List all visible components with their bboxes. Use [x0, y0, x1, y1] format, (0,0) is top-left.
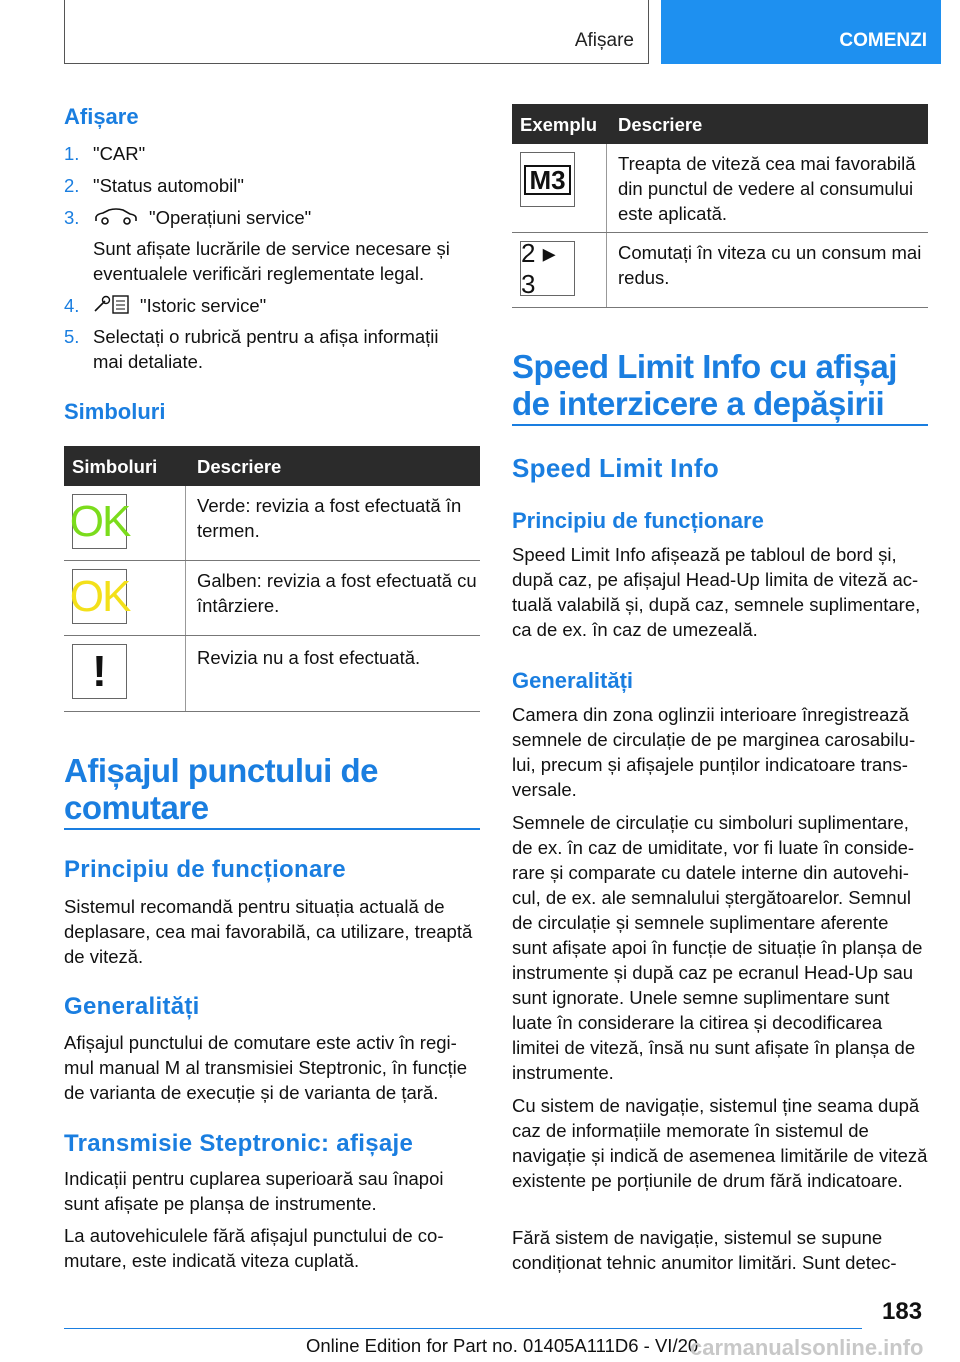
speed-principiu-heading: Principiu de funcționare	[512, 508, 764, 533]
speed-limit-title: Speed Limit Info cu afișaj de interzicere a depășirii	[512, 348, 897, 422]
section-rule	[64, 828, 480, 830]
header-box	[64, 0, 649, 64]
steptronic-heading: Transmisie Steptronic: afișaje	[64, 1130, 414, 1157]
steptronic-text-2: La autovehiculele fără afișajul punctului de comutare, este indicată viteza cuplată.	[64, 1225, 444, 1271]
watermark: carmanualsonline.info	[690, 1335, 924, 1360]
list-text: "Operațiuni service"	[149, 207, 312, 228]
list-text: Selectați o rubrică pentru a afișa informații mai detaliate.	[93, 326, 439, 372]
symbol-text: !	[92, 646, 107, 696]
comutare-title: Afișajul punctului de comutare	[64, 752, 379, 826]
gear-m3-symbol	[520, 152, 575, 207]
list-num: 4.	[64, 295, 80, 316]
ok-green-symbol	[69, 494, 130, 549]
row-description: Verde: revizia a fost efectuată în termen.	[197, 495, 462, 541]
header-section-title: Afișare	[574, 30, 634, 51]
simboluri-table-header	[64, 446, 480, 486]
service-history-icon	[93, 293, 133, 321]
col-header-descriere: Descriere	[197, 456, 282, 477]
list-text: "Istoric service"	[140, 295, 267, 316]
speed-limit-subheading: Speed Limit Info	[512, 453, 720, 483]
header-tab-comenzi[interactable]: COMENZI	[661, 0, 941, 64]
page-number: 183	[882, 1298, 923, 1325]
table-row	[512, 233, 928, 308]
col-header-exemplu: Exemplu	[520, 114, 598, 135]
footer-edition: Online Edition for Part no. 01405A111D6 - VI/20	[306, 1335, 699, 1356]
exemplu-table-header	[512, 104, 928, 144]
list-num: 5.	[64, 326, 80, 347]
comutare-principiu-heading: Principiu de funcționare	[64, 856, 346, 883]
speed-text-1: Camera din zona oglinzii interioare înregistrează semnele de circulație de pe marginea carosabilului, precum și afișajele punților indicatoare transversale.	[512, 704, 916, 800]
col-header-descriere: Descriere	[618, 114, 703, 135]
list-item	[64, 324, 480, 374]
row-description: Galben: revizia a fost efectuată cu întârziere.	[197, 570, 477, 616]
table-row	[512, 144, 928, 233]
speed-generalitati-heading: Generalități	[512, 668, 634, 693]
afisare-heading: Afișare	[64, 104, 139, 129]
row-description: Comutați în viteza cu un consum mai redus.	[618, 242, 922, 288]
exclamation-symbol	[72, 644, 127, 699]
table-row	[64, 636, 480, 712]
row-description: Treapta de viteză cea mai favorabilă din punctul de vedere al consumului este aplicată.	[618, 153, 916, 224]
speed-text-4: Fără sistem de navigație, sistemul se supune condiționat tehnic anumitor limitări. Sunt detec-	[512, 1227, 897, 1273]
shift-up-symbol	[520, 237, 575, 299]
steptronic-text-1: Indicații pentru cuplarea superioară sau înapoi sunt afișate pe planșa de instrumente.	[64, 1168, 444, 1214]
car-icon	[93, 207, 139, 232]
list-item-subtext: Sunt afișate lucrările de service necesare și eventualele verificări reglementate legal.	[93, 238, 450, 284]
speed-text-3: Cu sistem de navigație, sistemul ține seama după caz de informațiile memorate în sistemul de navigație și indică de asemenea limitările de viteză existente pe porțiunile de drum fără indicatoare.	[512, 1095, 928, 1191]
col-header-simboluri: Simboluri	[72, 456, 158, 477]
symbol-text: OK	[69, 571, 130, 621]
list-text: "Status automobil"	[93, 175, 244, 196]
section-rule	[512, 424, 928, 426]
simboluri-heading: Simboluri	[64, 399, 166, 424]
symbol-text: 2 ▸ 3	[521, 237, 556, 299]
symbol-text: M3	[524, 165, 570, 195]
list-text: "CAR"	[93, 143, 146, 164]
comutare-generalitati-heading: Generalități	[64, 993, 200, 1020]
table-row	[64, 486, 480, 561]
footer-rule	[64, 1328, 862, 1329]
speed-principiu-text: Speed Limit Info afișează pe tabloul de bord și, după caz, pe afișajul Head-Up limita de viteză actuală valabilă și, după caz, semnele suplimentare, ca de ex. în caz de umezeală.	[512, 544, 921, 640]
list-num: 3.	[64, 207, 80, 228]
table-row	[64, 561, 480, 636]
comutare-generalitati-text: Afișajul punctului de comutare este activ în regimul manual M al transmisiei Steptronic, în funcție de varianta de execuție și de varianta de țară.	[64, 1032, 468, 1103]
symbol-text: OK	[69, 496, 130, 546]
list-num: 1.	[64, 143, 80, 164]
speed-text-2: Semnele de circulație cu simboluri suplimentare, de ex. în caz de umiditate, vor fi luate în considerare și comparate cu datele interne din autovehicul, de ex. ale semnalului ștergătoarelor. Semnul de circulație și semnele suplimentare aferente sunt afișate apoi în funcție de situație în planșa de instrumente și după caz pe ecranul Head-Up sau sunt ignorate. Unele semne suplimentare sunt luate în considerare la citirea și decodificarea limitei de viteză, însă nu sunt afișate în planșa de instrumente.	[512, 812, 923, 1083]
row-description: Revizia nu a fost efectuată.	[197, 647, 421, 668]
comutare-principiu-text: Sistemul recomandă pentru situația actuală de deplasare, cea mai favorabilă, ca utilizare, treaptă de viteză.	[64, 896, 473, 967]
ok-yellow-symbol	[69, 569, 130, 624]
list-num: 2.	[64, 175, 80, 196]
